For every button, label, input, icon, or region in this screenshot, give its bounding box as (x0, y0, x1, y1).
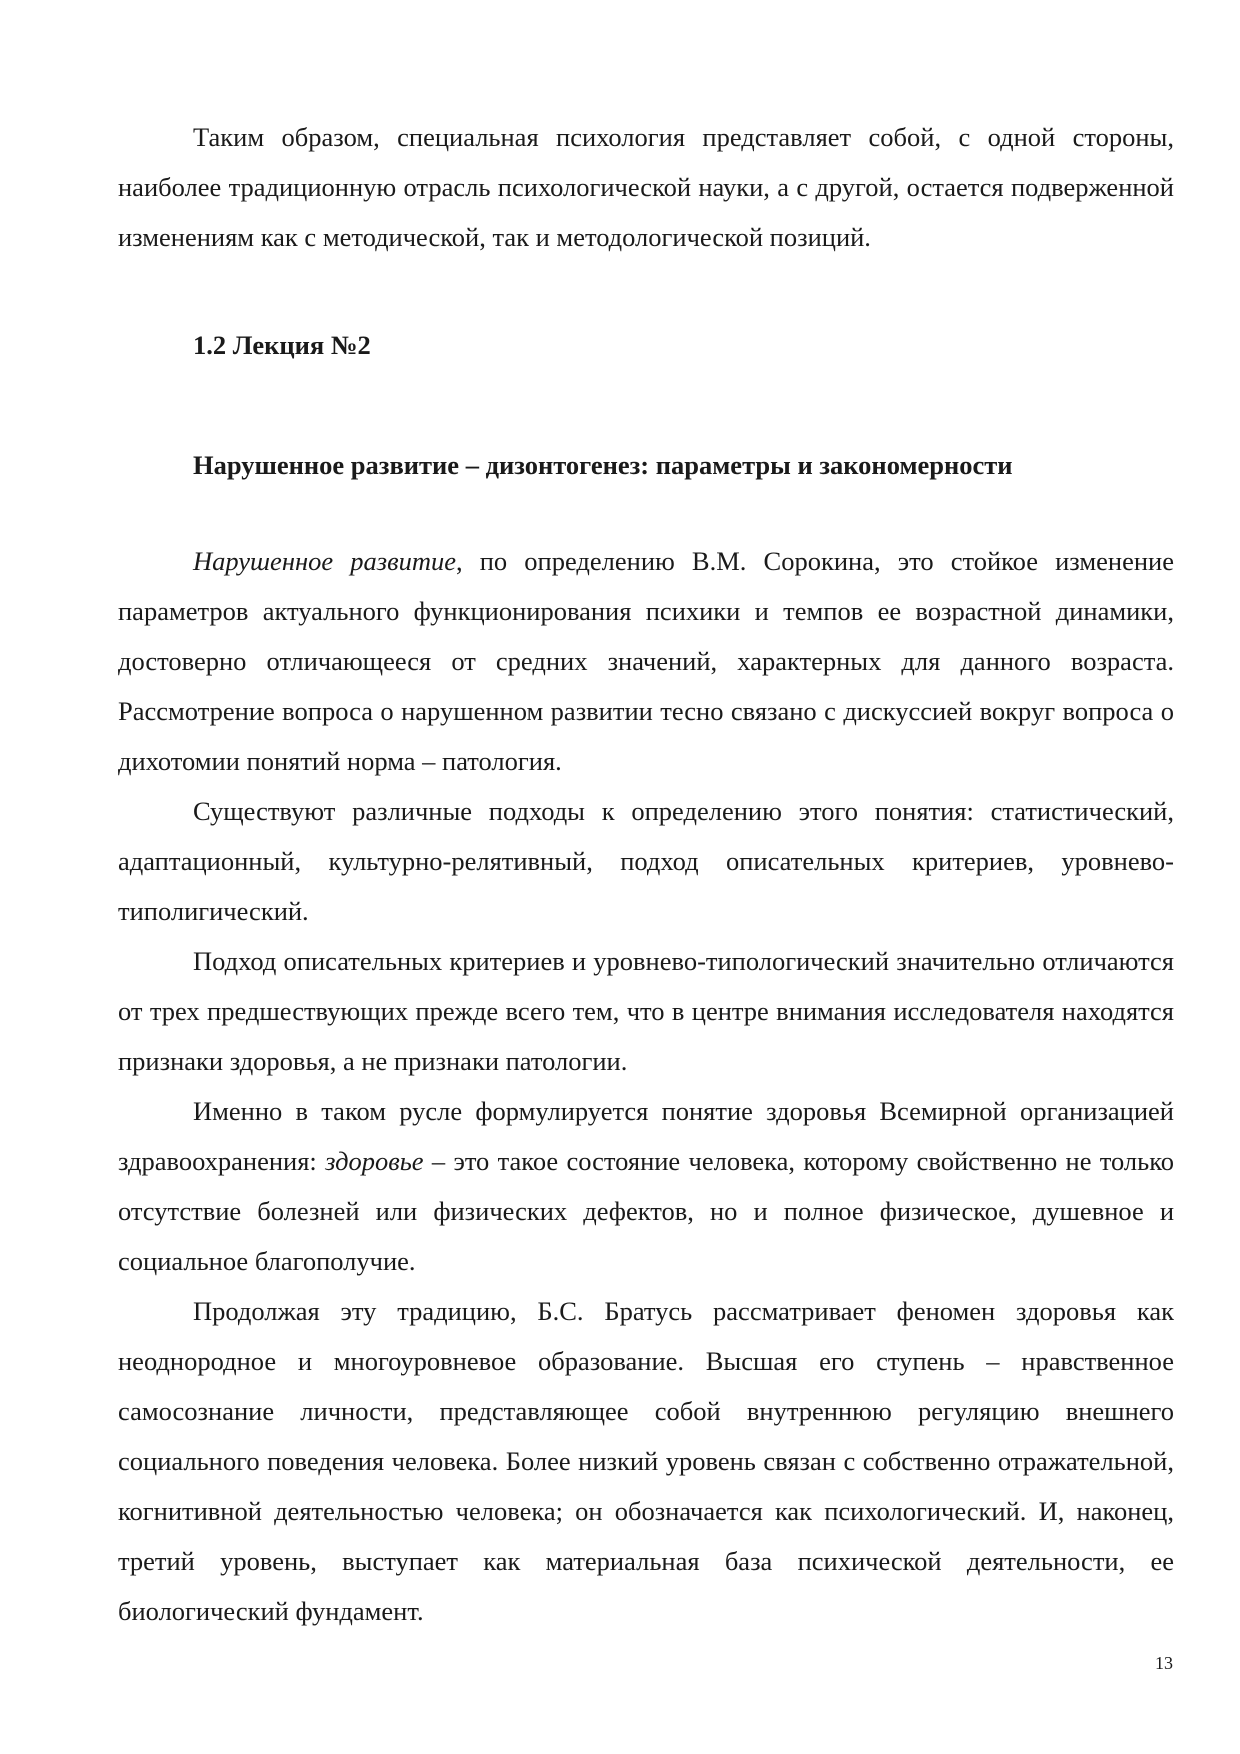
paragraph-4-term: здоровье (325, 1146, 424, 1176)
paragraph-4-after: – это такое состояние человека, которому свойственно не только отсутствие болезней или физических дефектов, но и полное физическое, душевное и социальное благополучие. (118, 1146, 1174, 1276)
paragraph-2: Существуют различные подходы к определению этого понятия: статистический, адаптационный, культурно-релятивный, подход описательных критериев, уровнево-типолигический. (118, 796, 1174, 926)
paragraph-4-before: Именно в таком русле формулируется понятие здоровья Всемирной организацией здравоохранения: (118, 1096, 1174, 1176)
section-number-heading: 1.2 Лекция №2 (193, 330, 371, 360)
section-title-heading: Нарушенное развитие – дизонтогенез: параметры и закономерности (193, 450, 1013, 480)
intro-text: Таким образом, специальная психология представляет собой, с одной стороны, наиболее традиционную отрасль психологической науки, а с другой, остается подверженной изменениям как с методической, так и методологической позиций. (118, 122, 1174, 252)
paragraph-1 (118, 536, 1174, 786)
body-text (118, 536, 1174, 1636)
page-number: 13 (1155, 1653, 1173, 1673)
paragraph-5: Продолжая эту традицию, Б.С. Братусь рассматривает феномен здоровья как неоднородное и многоуровневое образование. Высшая его ступень – нравственное самосознание личности, представляющее собой внутреннюю регуляцию внешнего социального поведения человека. Более низкий уровень связан с собственно отражательной, когнитивной деятельностью человека; он обозначается как психологический. И, наконец, третий уровень, выступает как материальная база психической деятельности, ее биологический фундамент. (118, 1296, 1174, 1626)
paragraph-4 (118, 1086, 1174, 1286)
paragraph-3: Подход описательных критериев и уровнево-типологический значительно отличаются от трех предшествующих прежде всего тем, что в центре внимания исследователя находятся признаки здоровья, а не признаки патологии. (118, 946, 1174, 1076)
paragraph-1-term: Нарушенное развитие (193, 546, 456, 576)
paragraph-1-rest: , по определению В.М. Сорокина, это стойкое изменение параметров актуального функционирования психики и темпов ее возрастной динамики, достоверно отличающееся от средних значений, характерных для данного возраста. Рассмотрение вопроса о нарушенном развитии тесно связано с дискуссией вокруг вопроса о дихотомии понятий норма – патология. (118, 546, 1174, 776)
intro-paragraph (118, 112, 1174, 262)
